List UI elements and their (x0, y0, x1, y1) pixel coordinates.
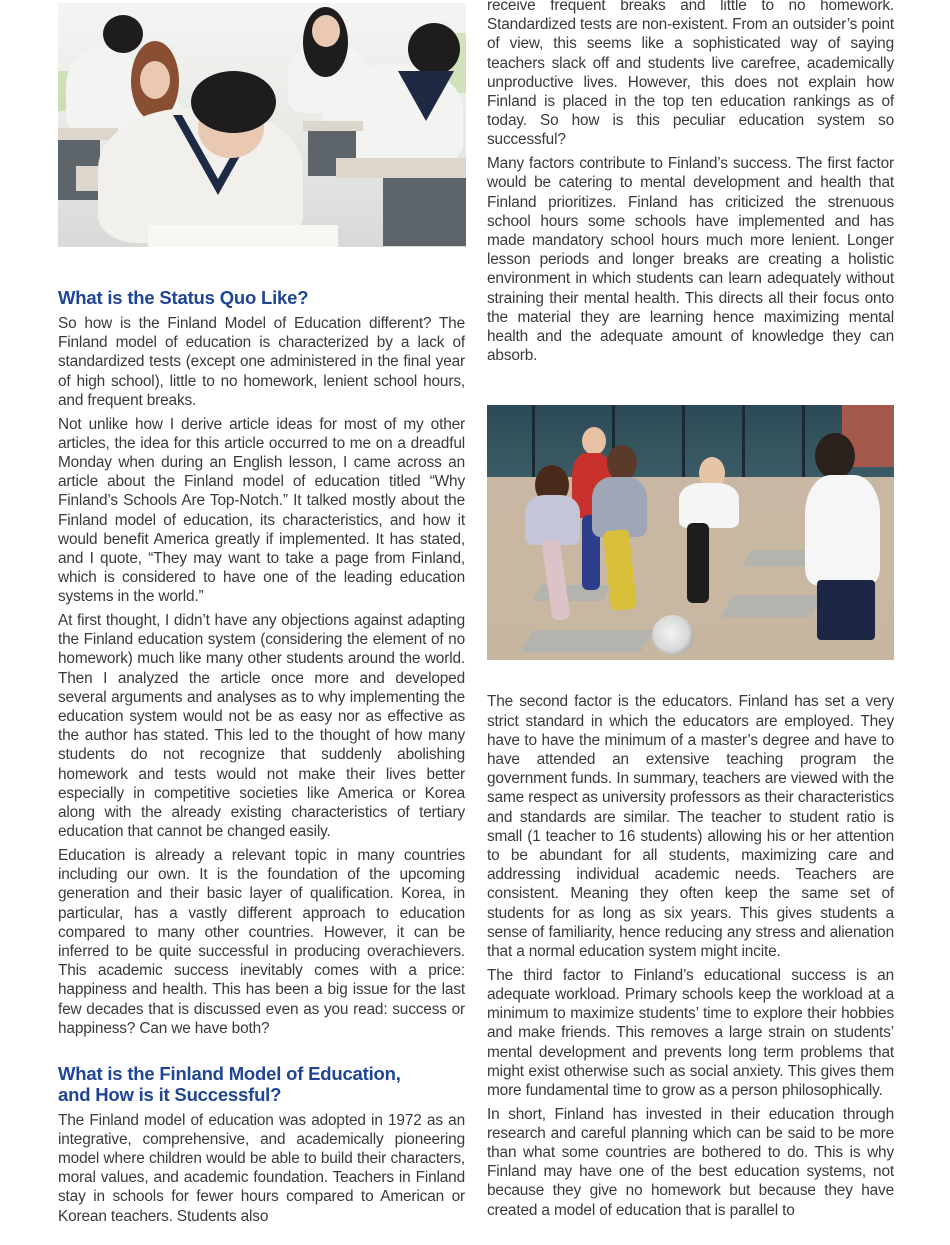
photo-desk (383, 178, 466, 246)
left-column (58, 0, 465, 1230)
spacer (58, 1043, 465, 1063)
photo-tile (532, 585, 611, 601)
paragraph: At first thought, I didn’t have any objections against adapting the Finland education system (considering the element of no homework) much like many other students around the world. Then I analyzed the article once more and developed several arguments and analyses as to why implementing the education system would not be as easy nor as effective as the author has stated. This led to the thought of how many students do not recognize that suddenly abolishing homework and tests would not make their lives better especially in competitive societies like America or Korea along with the already existing characteristics of tertiary education that cannot be changed easily. (58, 612, 465, 841)
photo-kid (679, 483, 739, 528)
photo-kid-leg (542, 539, 571, 621)
photo-desk (303, 121, 363, 131)
paragraph: Education is already a relevant topic in many countries including our own. It is the foundation of the upcoming generation and their basic layer of qualification. Korea, in particular, has a vastly different approach to education compared to many other countries. However, it can be inferred to be quite successful in producing overachievers. This academic success inevitably comes with a price: happiness and health. This has been a big issue for the last few decades that is discussed even as you read: success or happiness? Can we have both? (58, 846, 465, 1037)
paragraph: The third factor to Finland’s educational success is an adequate workload. Primary schools keep the workload at a minimum to maximize students’ time to explore their hobbies and make friends. This removes a large strain on students’ mental development and prevents long term problems that might exist otherwise such as social anxiety. This gives them more fundamental time to grow as a person philosophically. (487, 966, 894, 1099)
paragraph: So how is the Finland Model of Education different? The Finland model of education is characterized by a lack of standardized tests (except one administered in the final year of high school), little to no homework, lenient school hours, and frequent breaks. (58, 315, 465, 409)
paragraph: The second factor is the educators. Finland has set a very strict standard in which the educators are employed. They have to have the minimum of a master’s degree and have to have attended an extensive teaching program the government funds. In summary, teachers are viewed with the same respect as university professors as their characteristics and standards are similar. The teacher to student ratio is small (1 teacher to 16 students) allowing his or her attention to be abundant for all students, maximizing care and addressing individual academic needs. Teachers are consistent. Meaning they often keep the same set of students for as long as six years. This gives students a sense of familiarity, hence reducing any stress and alienation that a normal education system might incite. (487, 693, 894, 960)
spacer (58, 247, 465, 287)
photo-student-head (191, 71, 276, 133)
photo-kid (592, 477, 647, 537)
photo-student-face (312, 15, 340, 47)
right-column (487, 0, 894, 1224)
photo-kid (805, 475, 880, 585)
kids-soccer-photo (487, 405, 894, 660)
photo-kid (525, 495, 580, 545)
photo-student-head (408, 23, 460, 75)
paragraph: Not unlike how I derive article ideas for most of my other articles, the idea for this article occurred to me on a dreadful Monday when during an English lesson, I came across an article about the Finland model of education titled “Why Finland’s Schools Are Top-Notch.” It talked mostly about the Finland model of education, its characteristics, and how it would benefit America greatly if implemented. It has stated, and I quote, “They may want to take a page from Finland, which is considered to have one of the leading education systems in the world.” (58, 415, 465, 606)
photo-kid-leg (687, 523, 709, 603)
section-heading-finland-model (58, 1063, 465, 1105)
photo-student-head (103, 15, 143, 53)
photo-tile (521, 630, 654, 652)
photo-desk (336, 158, 466, 178)
classroom-exam-photo (58, 3, 466, 247)
photo-window-frame (802, 405, 805, 477)
photo-paper (148, 225, 338, 247)
photo-window-frame (532, 405, 535, 477)
paragraph: Many factors contribute to Finland’s success. The first factor would be catering to mental development and health that Finland prioritizes. Finland has criticized the strenuous school hours some schools have implemented and has made mandatory school hours much more lenient. Longer lesson periods and longer breaks are creating a holistic environment in which students can learn adequately without straining their mental health. This directs all their focus onto the material they are learning hence maximizing mental health and the adequate amount of knowledge they can absorb. (487, 155, 894, 365)
photo-window-frame (742, 405, 745, 477)
photo-kid-leg (603, 529, 637, 611)
paragraph: In short, Finland has invested in their education through research and careful planning which can be said to be more than what some countries are bothered to do. This is why Finland may have one of the best education systems, not because they give no homework but because they have created a model of education that is parallel to (487, 1105, 894, 1219)
photo-tile (721, 595, 824, 617)
photo-student-face (140, 61, 170, 99)
heading-line: What is the Finland Model of Education, (58, 1062, 401, 1084)
section-heading-status-quo: What is the Status Quo Like? (58, 287, 309, 308)
photo-kid-shorts (817, 580, 875, 640)
photo-vest (398, 71, 454, 121)
spacer (487, 660, 894, 692)
photo-soccer-ball (652, 615, 694, 655)
paragraph: The Finland model of education was adopted in 1972 as an integrative, comprehensive, and academically pioneering model where children would be able to build their characters, moral values, and academic foundation. Teachers in Finland stay in schools for fewer hours compared to American or Korean teachers. Students also (58, 1111, 465, 1225)
photo-window-frame (682, 405, 685, 477)
heading-line: and How is it Successful? (58, 1083, 282, 1105)
paragraph: receive frequent breaks and little to no homework. Standardized tests are non-existent. From an outsider’s point of view, this seems like a sophisticated way of saying teachers slack off and students live carefree, academically unproductive lives. However, this does not explain how Finland is placed in the top ten education rankings as of today. So how is this peculiar education system so successful? (487, 0, 894, 149)
